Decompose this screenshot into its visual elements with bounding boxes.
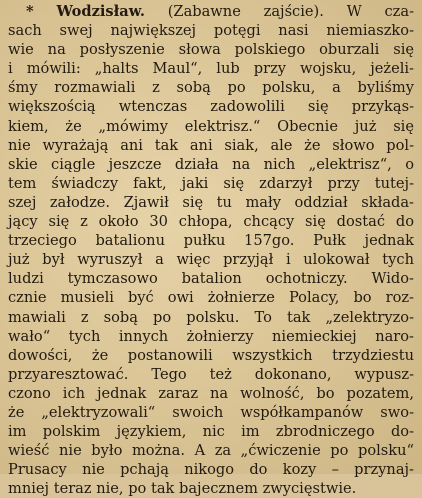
- article-line: kiem, że „mówimy elektrisz.“ Obecnie już się: [8, 117, 414, 135]
- article-first-line-text: (Zabawne zajście). W cza-: [167, 3, 415, 20]
- article-line: przyaresztować. Tego też dokonano, wypusz-: [8, 365, 414, 383]
- article-body: [8, 2, 414, 498]
- article-line: sach swej największej potęgi nasi niemiaszko-: [8, 22, 414, 40]
- article-line: śmy rozmawiali z sobą po polsku, a byliśmy: [8, 79, 414, 97]
- article-line: mawiali z sobą po polsku. To tak „zelektryzo-: [8, 308, 414, 326]
- article-line: Prusacy nie pchają nikogo do kozy – przynaj-: [8, 461, 414, 479]
- article-line: większością wtenczas zadowolili się przykąs-: [8, 98, 414, 116]
- article-line: czono ich jednak zaraz na wolność, bo pozatem,: [8, 384, 414, 402]
- article-line: wieść nie było można. A za „ćwiczenie po polsku“: [8, 442, 414, 460]
- article-line: mniej teraz nie, po tak bajecznem zwycięstwie.: [8, 480, 357, 498]
- article-line: dowości, że postanowili wszystkich trzydziestu: [8, 346, 414, 364]
- article-line: tem świadczy fakt, jaki się zdarzył przy tutej-: [8, 174, 414, 192]
- article-line: wało“ tych innych żołnierzy niemieckiej naro-: [8, 327, 414, 345]
- article-line: skie ciągle jeszcze działa na nich „elektrisz“, o: [8, 155, 414, 173]
- article-line: szej załodze. Zjawił się tu mały oddział składa-: [8, 193, 414, 211]
- article-line: cznie musieli być owi żołnierze Polacy, bo roz-: [8, 289, 414, 307]
- article-first-line: [8, 2, 414, 21]
- article-line: i mówili: „halts Maul“, lub przy wojsku, jeżeli-: [8, 60, 414, 78]
- article-line: jący się z około 30 chłopa, chcący się dostać do: [8, 213, 414, 231]
- article-line: wie na posłyszenie słowa polskiego oburzali się: [8, 41, 414, 59]
- article-title: Wodzisław.: [56, 3, 145, 20]
- article-line: im polskim językiem, nic im zbrodniczego do-: [8, 423, 414, 441]
- article-line: że „elektryzowali“ swoich współkampanów swo-: [8, 403, 414, 421]
- article-line: ludzi tymczasowo batalion ochotniczy. Wido-: [8, 270, 414, 288]
- article-line: trzeciego batalionu pułku 157go. Pułk jednak: [8, 232, 414, 250]
- article-line: nie wyrażają ani tak ani siak, ale że słowo pol-: [8, 136, 414, 154]
- article-marker: *: [26, 3, 34, 20]
- article-line: już był wyruszył a więc przyjął i ulokował tych: [8, 251, 414, 269]
